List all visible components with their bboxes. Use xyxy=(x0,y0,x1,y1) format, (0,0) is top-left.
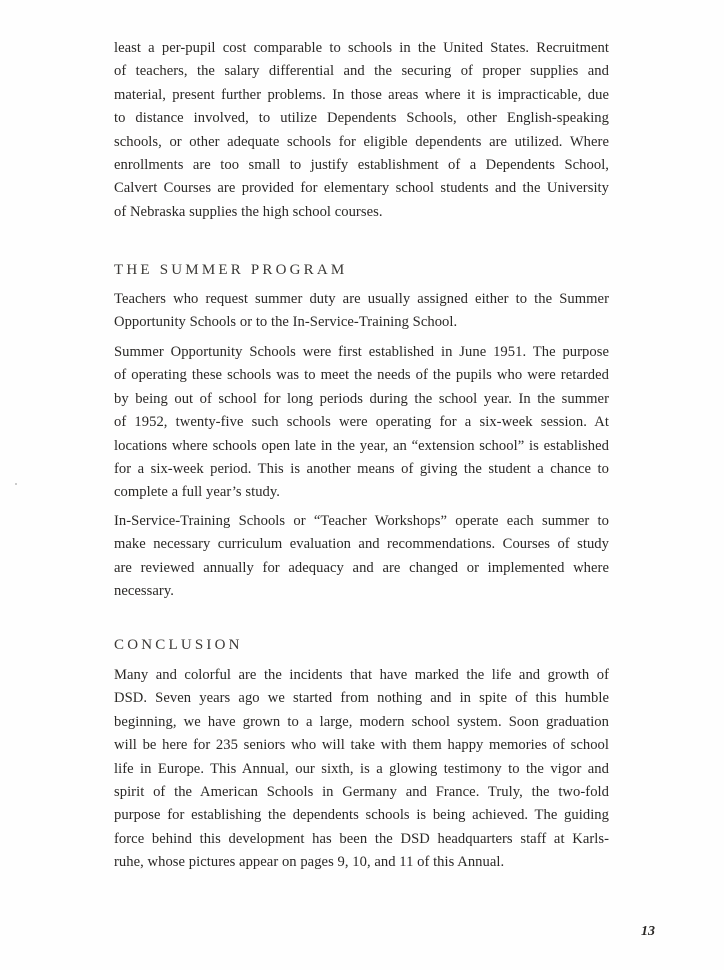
text-line: will be here for 235 seniors who will take with them happy memories of school xyxy=(114,737,609,754)
text-line: of Nebraska supplies the high school courses. xyxy=(114,203,383,220)
text-line: of teachers, the salary differential and the securing of proper supplies and xyxy=(114,63,609,80)
text-line: force behind this development has been the DSD headquarters staff at Karls- xyxy=(114,830,609,847)
text-line: life in Europe. This Annual, our sixth, is a glowing testimony to the vigor and xyxy=(114,760,609,777)
text-line: Many and colorful are the incidents that have marked the life and growth of xyxy=(114,667,609,683)
text-line: make necessary curriculum evaluation and recommendations. Courses of study xyxy=(114,536,609,553)
text-line: to distance involved, to utilize Dependents Schools, other English-speaking xyxy=(114,110,609,127)
section-heading-summer-program: THE SUMMER PROGRAM xyxy=(114,262,348,278)
section-heading-conclusion: CONCLUSION xyxy=(114,637,243,653)
text-line: In-Service-Training Schools or “Teacher Workshops” operate each summer to xyxy=(114,513,609,529)
text-line: complete a full year’s study. xyxy=(114,484,280,501)
text-line: Opportunity Schools or to the In-Service-Training School. xyxy=(114,314,458,331)
page-number: 13 xyxy=(641,924,655,939)
text-line: least a per-pupil cost comparable to schools in the United States. Recruitment xyxy=(114,40,609,56)
text-line: of operating these schools was to meet the needs of the pupils who were retarded xyxy=(114,367,609,384)
text-line: Summer Opportunity Schools were first established in June 1951. The purpose xyxy=(114,344,609,360)
conclusion-paragraph xyxy=(114,664,609,875)
text-line: are reviewed annually for adequacy and are changed or implemented where xyxy=(114,559,609,576)
text-line: DSD. Seven years ago we started from nothing and in spite of this humble xyxy=(114,690,609,707)
text-line: by being out of school for long periods during the school year. In the summer xyxy=(114,390,609,407)
text-line: of 1952, twenty-five such schools were operating for a six-week session. At xyxy=(114,414,609,431)
text-line: material, present further problems. In those areas where it is impracticable, due xyxy=(114,86,609,103)
text-line: ruhe, whose pictures appear on pages 9, 10, and 11 of this Annual. xyxy=(114,854,505,871)
intro-paragraph xyxy=(114,37,609,224)
text-line: Teachers who request summer duty are usually assigned either to the Summer xyxy=(114,291,609,307)
summer-paragraph-1 xyxy=(114,288,609,335)
text-line: schools, or other adequate schools for eligible dependents are utilized. Where xyxy=(114,133,609,150)
text-line: spirit of the American Schools in Germany and France. Truly, the two-fold xyxy=(114,783,609,800)
text-line: necessary. xyxy=(114,583,174,600)
text-line: enrollments are too small to justify establishment of a Dependents School, xyxy=(114,156,609,173)
text-line: for a six-week period. This is another means of giving the student a chance to xyxy=(114,460,609,477)
text-line: purpose for establishing the dependents schools is being achieved. The guiding xyxy=(114,807,609,824)
text-line: Calvert Courses are provided for elementary school students and the University xyxy=(114,180,609,197)
summer-paragraph-2 xyxy=(114,341,609,505)
text-line: locations where schools open late in the year, an “extension school” is established xyxy=(114,437,609,454)
scan-speck xyxy=(15,483,17,485)
text-line: beginning, we have grown to a large, modern school system. Soon graduation xyxy=(114,713,609,730)
summer-paragraph-3 xyxy=(114,510,609,604)
